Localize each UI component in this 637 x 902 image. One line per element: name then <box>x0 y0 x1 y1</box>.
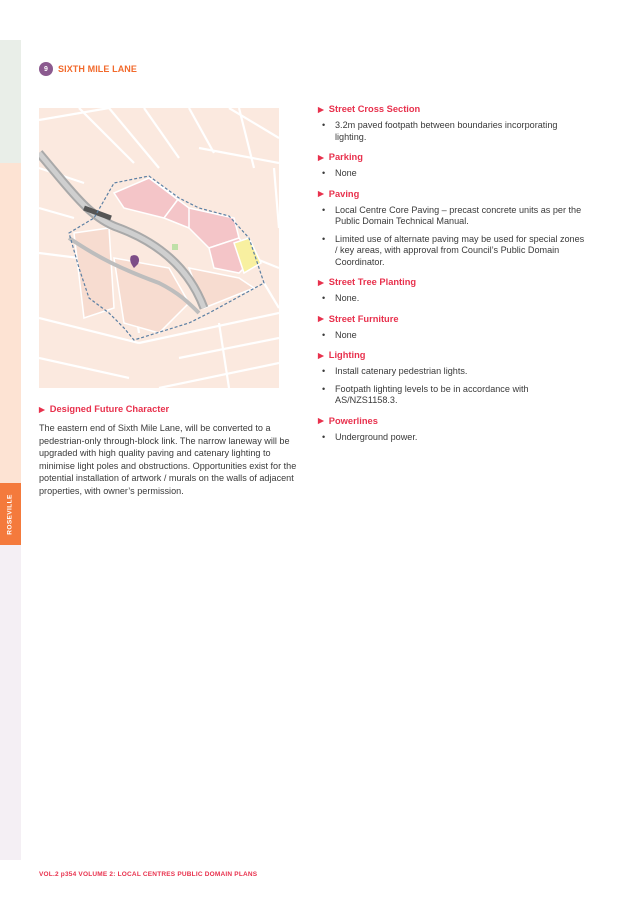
section-heading-text: Street Cross Section <box>328 104 421 114</box>
section-number-badge: 9 <box>39 62 53 76</box>
section-street-tree-planting <box>318 277 588 305</box>
section-lighting <box>318 350 588 407</box>
section-heading-text: Lighting <box>328 350 366 360</box>
play-arrow-icon: ▶ <box>318 152 324 162</box>
future-character-heading <box>39 404 297 414</box>
list-item: • None <box>318 168 588 180</box>
play-arrow-icon: ▶ <box>318 416 324 425</box>
section-street-cross-section <box>318 104 588 143</box>
play-arrow-icon: ▶ <box>318 104 324 114</box>
bullet-list <box>318 120 588 143</box>
page-title: SIXTH MILE LANE <box>58 64 138 74</box>
section-heading <box>318 189 588 199</box>
section-paving <box>318 189 588 269</box>
section-heading-text: Powerlines <box>328 415 378 426</box>
play-arrow-icon: ▶ <box>318 277 324 287</box>
list-item: • Install catenary pedestrian lights. <box>318 366 588 378</box>
bullet-list <box>318 205 588 269</box>
future-character-body: The eastern end of Sixth Mile Lane, will be converted to a pedestrian-only through-block link. The narrow laneway will be upgraded with high quality paving and catenary lighting to minimise light poles and obstructions. Opportunities exist for the potential installation of artwork / murals on the walls of adjacent properties, with owner’s permission. <box>39 423 297 496</box>
future-character-section <box>39 404 297 497</box>
sidebar-strip-peach <box>0 163 21 483</box>
sidebar-section-label[interactable] <box>0 483 21 545</box>
play-arrow-icon: ▶ <box>318 314 324 323</box>
list-item: • 3.2m paved footpath between boundaries incorporating lighting. <box>318 120 588 143</box>
section-heading <box>318 416 588 426</box>
section-powerlines <box>318 416 588 444</box>
list-item: • None <box>318 330 588 342</box>
section-heading <box>318 350 588 360</box>
list-item: • Limited use of alternate paving may be used for special zones / key areas, with approval from Council’s Public Domain Coordinator. <box>318 234 588 269</box>
section-parking <box>318 152 588 180</box>
section-heading-text: Parking <box>328 152 363 162</box>
section-heading-text: Street Furniture <box>328 313 399 324</box>
list-item: • Underground power. <box>318 432 588 444</box>
section-heading <box>318 314 588 324</box>
section-street-furniture <box>318 314 588 342</box>
bullet-list <box>318 432 588 444</box>
bullet-list <box>318 168 588 180</box>
future-character-heading-text: Designed Future Character <box>49 404 170 414</box>
list-item: • Footpath lighting levels to be in accordance with AS/NZS1158.3. <box>318 384 588 407</box>
section-heading-text: Paving <box>328 188 360 199</box>
sidebar-strip-bottom <box>0 545 21 860</box>
bullet-list <box>318 330 588 342</box>
section-heading-text: Street Tree Planting <box>328 277 417 287</box>
bullet-list <box>318 366 588 407</box>
guidelines-column <box>318 104 588 452</box>
sidebar-section-label-text: ROSEVILLE <box>7 493 15 535</box>
section-heading <box>318 152 588 162</box>
play-arrow-icon: ▶ <box>39 404 45 414</box>
sidebar-strip-top <box>0 40 21 163</box>
section-heading <box>318 104 588 114</box>
page-footer: VOL.2 p354 VOLUME 2: LOCAL CENTRES PUBLIC DOMAIN PLANS <box>39 871 258 878</box>
section-heading <box>318 277 588 287</box>
play-arrow-icon: ▶ <box>318 189 324 198</box>
list-item: • Local Centre Core Paving – precast concrete units as per the Public Domain Technical Manual. <box>318 205 588 228</box>
site-map <box>39 108 279 388</box>
bullet-list <box>318 293 588 305</box>
page-header <box>39 62 137 76</box>
list-item: • None. <box>318 293 588 305</box>
play-arrow-icon: ▶ <box>318 350 324 360</box>
